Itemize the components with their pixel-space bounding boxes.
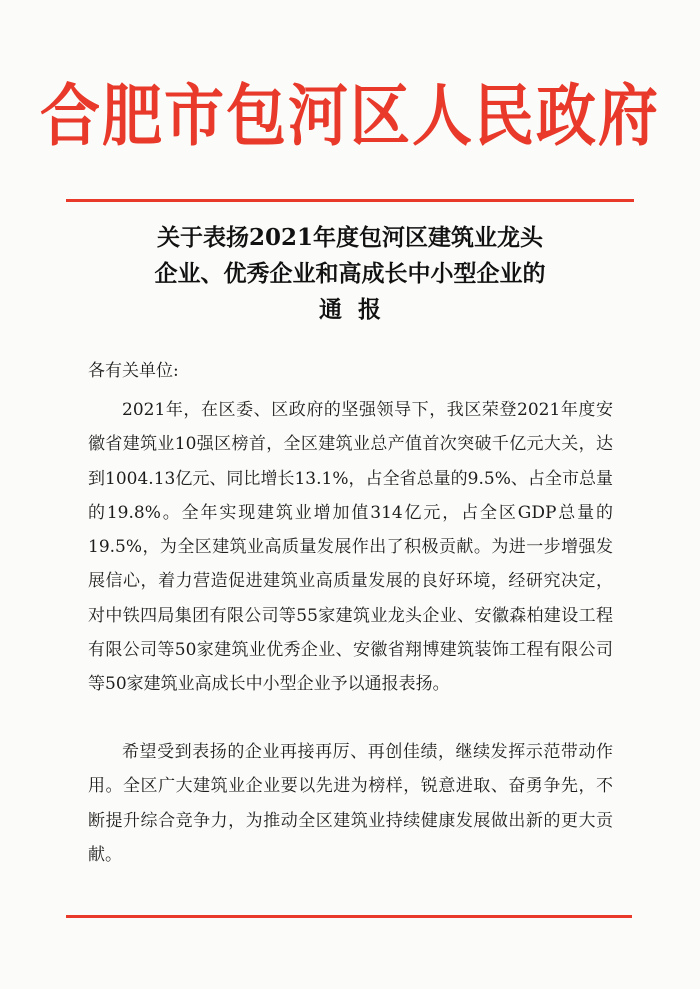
body-paragraph-2: [88, 735, 613, 872]
title-line-2: 企业、优秀企业和高成长中小型企业的: [154, 260, 546, 287]
red-divider-bottom: [66, 915, 632, 918]
document-title: [0, 220, 700, 328]
salutation: 各有关单位:: [88, 361, 179, 381]
title-line-1: 关于表扬2021年度包河区建筑业龙头: [156, 224, 543, 251]
red-divider-top: [66, 199, 634, 202]
body-paragraph-1: [88, 393, 613, 702]
paragraph-text-1: 2021年，在区委、区政府的坚强领导下，我区荣登2021年度安徽省建筑业10强区榜首，全区建筑业总产值首次突破千亿元大关，达到1004.13亿元、同比增长13.1%，占全省总量的9.5%、占全市总量的19.8%。全年实现建筑业增加值314亿元，占全区GDP总量的19.5%，为全区建筑业高质量发展作出了积极贡献。为进一步增强发展信心，着力营造促进建筑业高质量发展的良好环境，经研究决定，对中铁四局集团有限公司等55家建筑业龙头企业、安徽森柏建设工程有限公司等50家建筑业优秀企业、安徽省翔博建筑装饰工程有限公司等50家建筑业高成长中小型企业予以通报表扬。: [88, 400, 613, 695]
title-line-3: 通 报: [318, 296, 381, 323]
government-masthead: 合肥市包河区人民政府: [40, 77, 660, 156]
paragraph-text-2: 希望受到表扬的企业再接再厉、再创佳绩，继续发挥示范带动作用。全区广大建筑业企业要以先进为榜样，锐意进取、奋勇争先，不断提升综合竞争力，为推动全区建筑业持续健康发展做出新的更大贡献。: [88, 742, 613, 865]
